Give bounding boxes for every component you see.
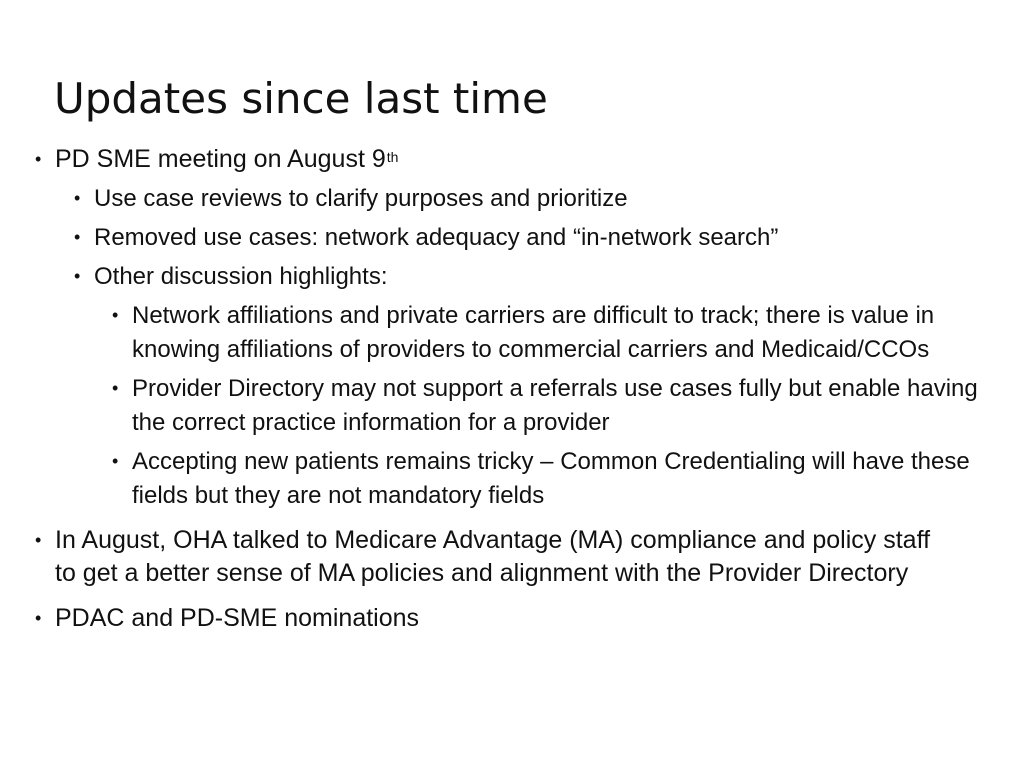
bullet-item-accepting-new-patients bbox=[112, 445, 1002, 512]
bullet-icon: • bbox=[74, 188, 81, 208]
bullet-item-discussion-highlights bbox=[74, 260, 974, 293]
bullet-text: Accepting new patients remains tricky – Common Credentialing will have these fields but they are not mandatory fields bbox=[132, 448, 970, 509]
slide-title: Updates since last time bbox=[54, 74, 548, 123]
bullet-item-pdac-nominations bbox=[35, 602, 955, 635]
bullet-text: PD SME meeting on August 9 bbox=[55, 145, 386, 173]
bullet-item-provider-directory-referrals bbox=[112, 372, 1002, 439]
bullet-icon: • bbox=[112, 378, 119, 398]
bullet-icon: • bbox=[35, 149, 42, 169]
bullet-item-oha-medicare-advantage bbox=[35, 524, 955, 590]
bullet-item-pd-sme-meeting bbox=[35, 143, 955, 176]
bullet-text: In August, OHA talked to Medicare Advantage (MA) compliance and policy staff to get a better sense of MA policies and alignment with the Provider Directory bbox=[55, 526, 931, 587]
bullet-item-use-case-reviews bbox=[74, 182, 974, 215]
bullet-icon: • bbox=[74, 227, 81, 247]
bullet-list bbox=[0, 143, 1024, 635]
bullet-icon: • bbox=[112, 305, 119, 325]
bullet-text: Removed use cases: network adequacy and “in-network search” bbox=[94, 224, 779, 251]
bullet-icon: • bbox=[112, 451, 119, 471]
bullet-text: Use case reviews to clarify purposes and prioritize bbox=[94, 185, 628, 212]
bullet-text: Provider Directory may not support a referrals use cases fully but enable having the correct practice information for a provider bbox=[132, 375, 978, 436]
bullet-item-removed-use-cases bbox=[74, 221, 974, 254]
bullet-icon: • bbox=[35, 608, 42, 628]
bullet-icon: • bbox=[74, 266, 81, 286]
bullet-text: Network affiliations and private carriers are difficult to track; there is value in knowing affiliations of providers to commercial carriers and Medicaid/CCOs bbox=[132, 302, 935, 363]
bullet-text: Other discussion highlights: bbox=[94, 263, 388, 290]
bullet-icon: • bbox=[35, 530, 42, 550]
bullet-item-network-affiliations bbox=[112, 299, 1002, 366]
bullet-text: PDAC and PD-SME nominations bbox=[55, 604, 420, 632]
ordinal-suffix: th bbox=[386, 149, 399, 165]
